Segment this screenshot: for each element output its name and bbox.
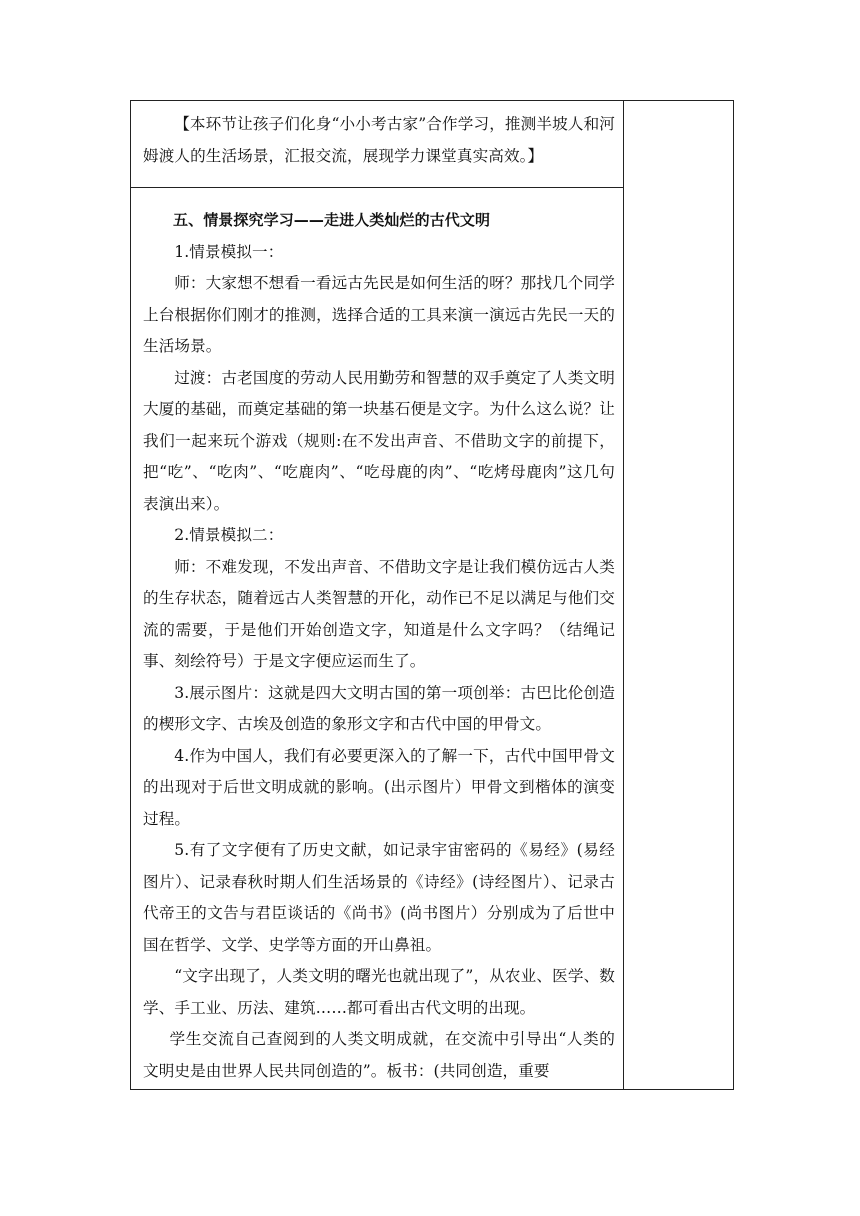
paragraph: 学生交流自己查阅到的人类文明成就，在交流中引导出“人类的文明史是由世界人民共同创造的”。板书：(共同创造，重要 xyxy=(143,1030,615,1080)
lesson-content-cell xyxy=(131,205,623,1087)
teaching-note-cell xyxy=(131,109,623,172)
column-divider xyxy=(623,101,624,1089)
lesson-plan-table xyxy=(130,100,734,1090)
row-divider xyxy=(131,187,623,188)
paragraph: 过渡：古老国度的劳动人民用勤劳和智慧的双手奠定了人类文明大厦的基础，而奠定基础的第一块基石便是文字。为什么这么说？让我们一起来玩个游戏（规则:在不发出声音、不借助文字的前提下，把“吃”、“吃肉”、“吃鹿肉”、“吃母鹿的肉”、“吃烤母鹿肉”这几句表演出来）。 xyxy=(143,368,615,513)
paragraph: 5.有了文字便有了历史文献，如记录宇宙密码的《易经》(易经图片）、记录春秋时期人们生活场景的《诗经》(诗经图片）、记录古代帝王的文告与君臣谈话的《尚书》(尚书图片）分别成为了后世中国在哲学、文学、史学等方面的开山鼻祖。 xyxy=(143,841,615,954)
paragraph: 1.情景模拟一： xyxy=(174,242,284,261)
paragraph: 师：不难发现，不发出声音、不借助文字是让我们模仿远古人类的生存状态，随着远古人类智慧的开化，动作已不足以满足与他们交流的需要，于是他们开始创造文字，知道是什么文字吗？（结绳记事、刻绘符号）于是文字便应运而生了。 xyxy=(143,557,615,670)
teaching-note: 【本环节让孩子们化身“小小考古家”合作学习，推测半坡人和河姆渡人的生活场景，汇报交流，展现学力课堂真实高效。】 xyxy=(143,115,615,165)
paragraph: 3.展示图片：这就是四大文明古国的第一项创举：古巴比伦创造的楔形文字、古埃及创造的象形文字和古代中国的甲骨文。 xyxy=(143,683,615,733)
paragraph: 4.作为中国人，我们有必要更深入的了解一下，古代中国甲骨文的出现对于后世文明成就的影响。(出示图片）甲骨文到楷体的演变过程。 xyxy=(143,746,615,828)
section-heading: 五、情景探究学习——走进人类灿烂的古代文明 xyxy=(173,211,491,229)
paragraph: 师：大家想不想看一看远古先民是如何生活的呀？那找几个同学上台根据你们刚才的推测，选择合适的工具来演一演远古先民一天的生活场景。 xyxy=(143,274,615,355)
paragraph: “文字出现了，人类文明的曙光也就出现了”，从农业、医学、数学、手工业、历法、建筑……都可看出古代文明的出现。 xyxy=(143,967,615,1017)
paragraph: 2.情景模拟二： xyxy=(174,526,284,544)
